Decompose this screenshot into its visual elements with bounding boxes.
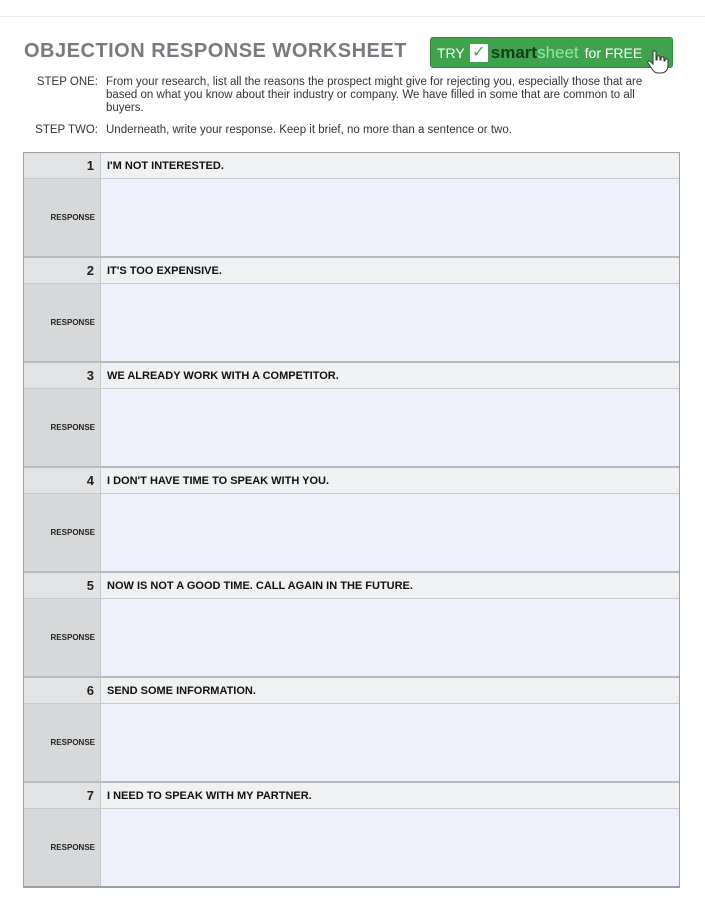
- page-title: OBJECTION RESPONSE WORKSHEET: [24, 40, 407, 62]
- response-row: [24, 599, 679, 676]
- response-field[interactable]: [101, 809, 679, 886]
- objection-row: [24, 363, 679, 389]
- response-field[interactable]: [101, 494, 679, 571]
- step-two: [24, 124, 664, 137]
- objection-row: [24, 468, 679, 494]
- step-one-label: STEP ONE:: [36, 76, 98, 88]
- objection-block: [24, 783, 679, 888]
- cta-brand-smart: smart: [490, 42, 538, 62]
- objection-text: WE ALREADY WORK WITH A COMPETITOR.: [101, 363, 679, 388]
- instructions: [24, 76, 664, 146]
- objection-row: [24, 783, 679, 809]
- objection-text: IT'S TOO EXPENSIVE.: [101, 258, 679, 283]
- response-row: [24, 494, 679, 571]
- top-divider: [0, 16, 705, 17]
- pointer-hand-icon: [644, 49, 670, 75]
- objection-text: NOW IS NOT A GOOD TIME. CALL AGAIN IN THE FUTURE.: [101, 573, 679, 598]
- cta-try-label: TRY: [437, 44, 465, 61]
- response-row: [24, 179, 679, 256]
- step-one: [24, 76, 664, 115]
- objection-number: 5: [24, 573, 101, 598]
- objection-number: 6: [24, 678, 101, 703]
- response-label: RESPONSE: [24, 389, 101, 466]
- objection-text: I DON'T HAVE TIME TO SPEAK WITH YOU.: [101, 468, 679, 493]
- objection-block: [24, 678, 679, 783]
- objection-text: SEND SOME INFORMATION.: [101, 678, 679, 703]
- objection-block: [24, 573, 679, 678]
- objection-number: 2: [24, 258, 101, 283]
- objection-row: [24, 153, 679, 179]
- step-one-text: From your research, list all the reasons the prospect might give for rejecting you, especially those that are based on what you know about their industry or company. We have filled in some that are common to all buyers.: [106, 76, 643, 114]
- response-row: [24, 389, 679, 466]
- response-field[interactable]: [101, 179, 679, 256]
- objection-row: [24, 573, 679, 599]
- try-smartsheet-button[interactable]: [430, 37, 673, 68]
- response-row: [24, 809, 679, 886]
- response-field[interactable]: [101, 704, 679, 781]
- response-label: RESPONSE: [24, 809, 101, 886]
- objection-number: 3: [24, 363, 101, 388]
- checkmark-icon: ✓: [470, 44, 488, 62]
- response-field[interactable]: [101, 284, 679, 361]
- cta-brand-sheet: sheet: [537, 42, 579, 62]
- objection-row: [24, 678, 679, 704]
- objection-block: [24, 363, 679, 468]
- response-label: RESPONSE: [24, 179, 101, 256]
- response-label: RESPONSE: [24, 599, 101, 676]
- response-label: RESPONSE: [24, 494, 101, 571]
- objection-text: I'M NOT INTERESTED.: [101, 153, 679, 178]
- response-field[interactable]: [101, 389, 679, 466]
- response-field[interactable]: [101, 599, 679, 676]
- objection-number: 4: [24, 468, 101, 493]
- objection-number: 1: [24, 153, 101, 178]
- step-two-label: STEP TWO:: [35, 124, 98, 136]
- objection-block: [24, 153, 679, 258]
- objection-block: [24, 468, 679, 573]
- objection-table: [23, 152, 680, 888]
- objection-text: I NEED TO SPEAK WITH MY PARTNER.: [101, 783, 679, 808]
- response-label: RESPONSE: [24, 704, 101, 781]
- objection-number: 7: [24, 783, 101, 808]
- cta-free-label: for FREE: [584, 44, 643, 61]
- objection-block: [24, 258, 679, 363]
- objection-row: [24, 258, 679, 284]
- step-two-text: Underneath, write your response. Keep it brief, no more than a sentence or two.: [106, 124, 512, 136]
- response-label: RESPONSE: [24, 284, 101, 361]
- response-row: [24, 284, 679, 361]
- response-row: [24, 704, 679, 781]
